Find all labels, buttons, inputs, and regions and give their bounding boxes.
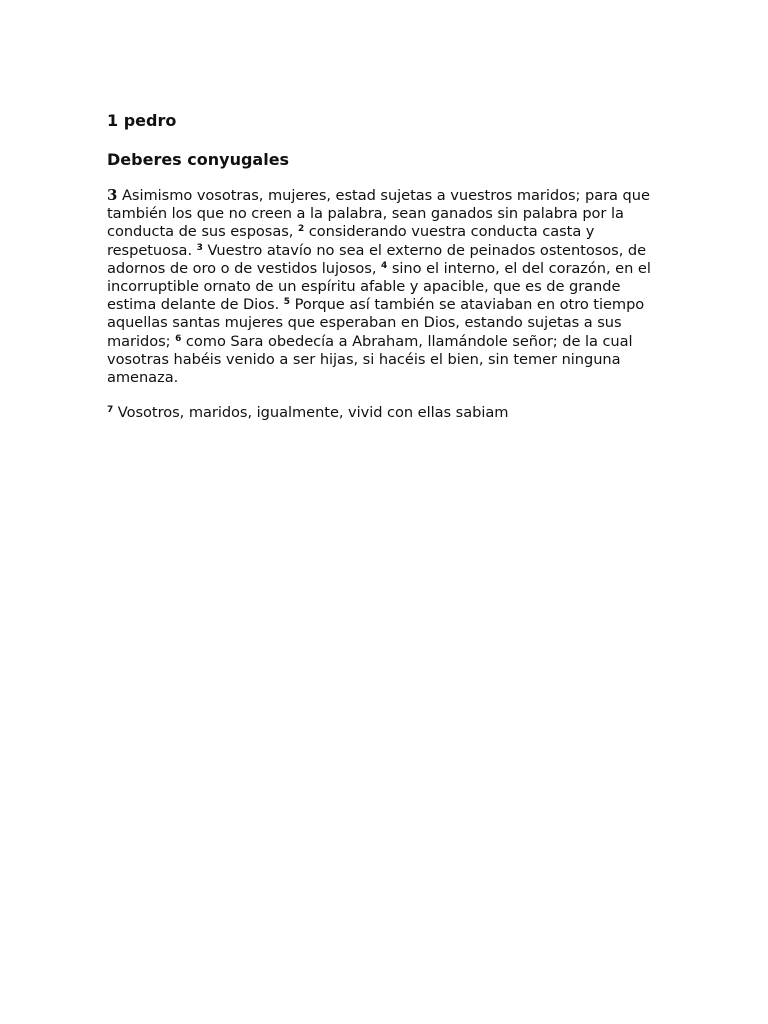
verse-4-text: sino el interno, el del corazón, en el incorruptible ornato de un espíritu afable y apacible, que es de grande estima delante de Dios. [107, 259, 651, 314]
verse-1-text: Asimismo vosotras, mujeres, estad sujetas a vuestros maridos; para que también los que no creen a la palabra, sean ganados sin palabra por la conducta de sus esposas, [107, 187, 650, 241]
chapter-number: 3 [107, 186, 118, 204]
verse-5-text: Porque así también se ataviaban en otro tiempo aquellas santas mujeres que esperaban en Dios, estando sujetas a sus maridos; [107, 296, 645, 350]
verse-5-number: 5 [283, 297, 290, 308]
verse-7-text: Vosotros, maridos, igualmente, vivid con ellas sabiam [113, 404, 509, 422]
verse-2-text: considerando vuestra conducta casta y respetuosa. [107, 223, 595, 259]
verse-2-number: 2 [297, 224, 305, 235]
verse-3-number: 3 [196, 242, 203, 253]
verse-6-number: 6 [175, 333, 182, 344]
book-title: 1 pedro [107, 111, 177, 130]
verse-paragraph-1 [107, 186, 667, 387]
verse-paragraph-2 [107, 404, 667, 422]
verse-3-text: Vuestro atavío no sea el externo de peinados ostentosos, de adornos de oro o de vestidos lujosos, [107, 241, 647, 277]
section-title: Deberes conyugales [107, 150, 290, 169]
verse-7-number: 7 [107, 405, 114, 416]
verse-4-number: 4 [381, 260, 388, 271]
verse-6-text: como Sara obedecía a Abraham, llamándole señor; de la cual vosotras habéis venido a ser hijas, si hacéis el bien, sin temer ninguna amenaza. [107, 332, 633, 387]
document-page [107, 111, 667, 422]
